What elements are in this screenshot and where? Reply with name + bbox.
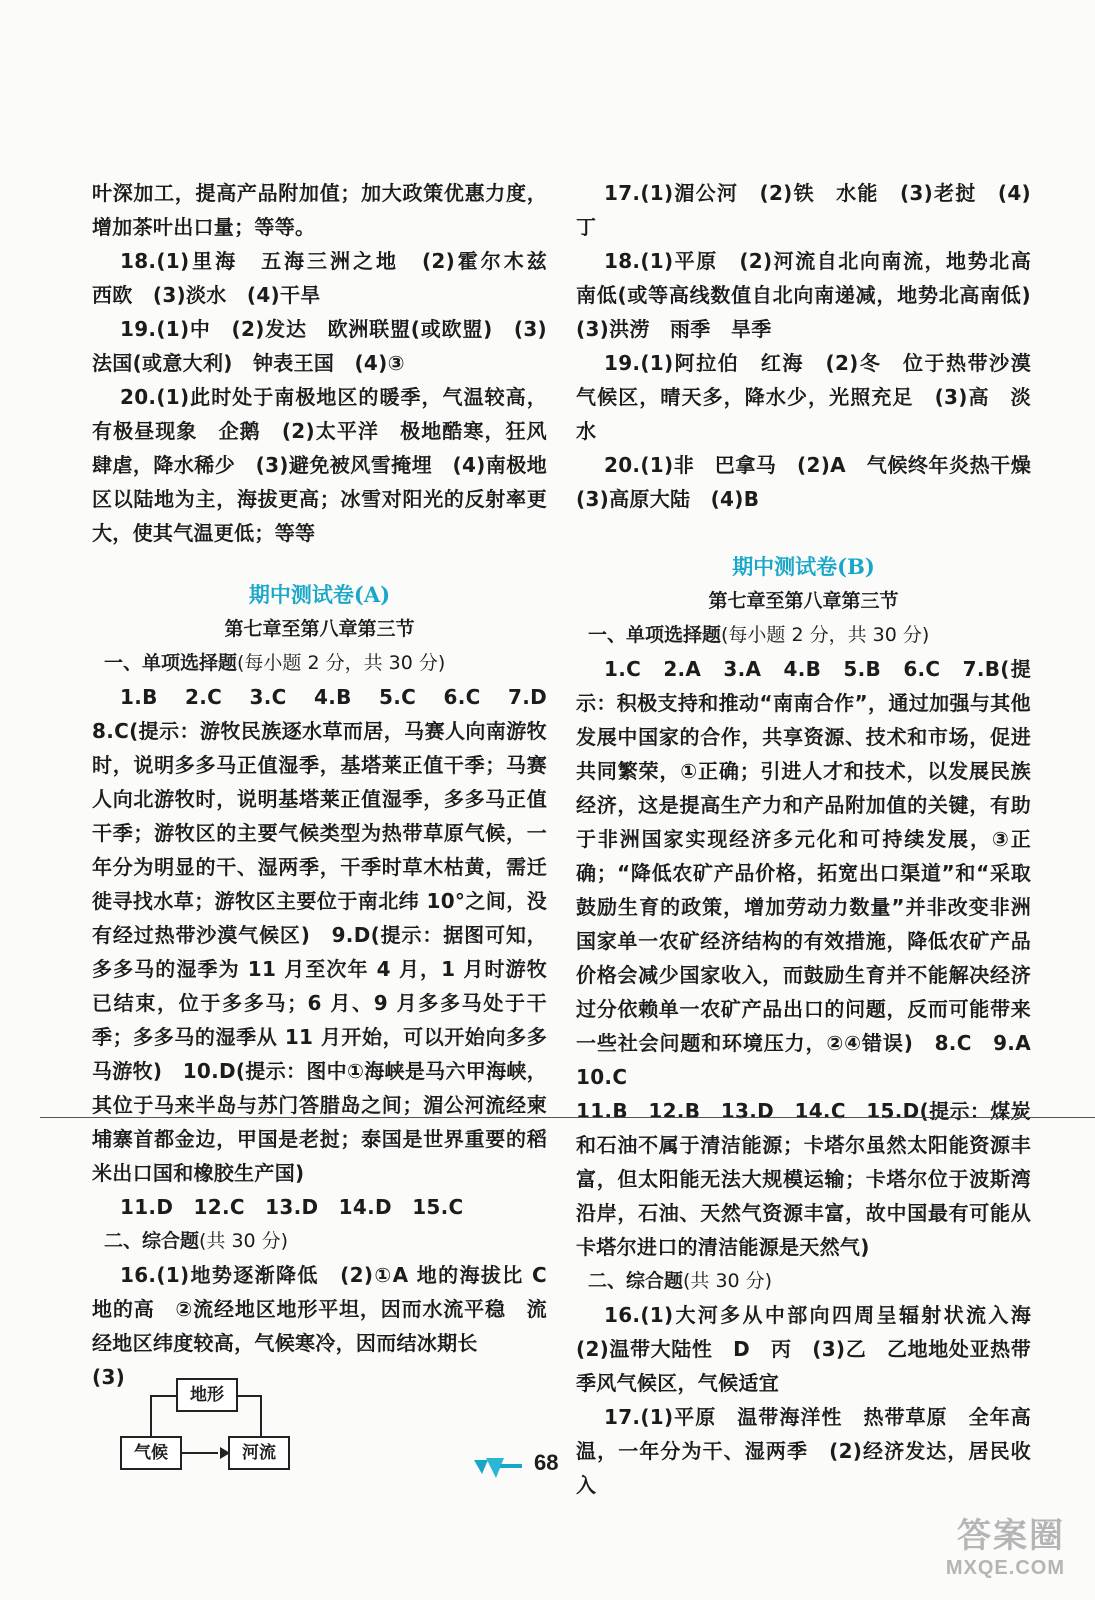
part2-note: (共 30 分) xyxy=(683,1270,773,1292)
watermark xyxy=(895,1508,1065,1580)
diagram-arrow-line xyxy=(182,1452,218,1454)
answer-q20: 20.(1)此时处于南极地区的暖季，气温较高，有极昼现象 企鹅 (2)太平洋 极地酷寒，狂风肆虐，降水稀少 (3)避免被风雪掩埋 (4)南极地区以陆地为主，海拔更高；冰雪对阳光的反射率更大，使其气温更低；等等 xyxy=(92,385,547,545)
diagram-box-climate: 气候 xyxy=(120,1436,182,1470)
part1-label: 一、单项选择题 xyxy=(104,652,238,674)
answer-q19: 19.(1)中 (2)发达 欧洲联盟(或欧盟) (3)法国(或意大利) 钟表王国 (4)③ xyxy=(92,317,547,375)
diagram-arrowhead xyxy=(220,1447,230,1459)
part1-label: 一、单项选择题 xyxy=(588,624,722,646)
test-a-answers1: 1.B 2.C 3.C 4.B 5.C 6.C 7.D 8.C(提示：游牧民族逐水草而居，马赛人向南游牧时，说明多多马正值湿季，基塔莱正值干季；马赛人向北游牧时，说明基塔莱正值湿季，多多马正值干季；游牧区的主要气候类型为热带草原气候，一年分为明显的干、湿两季，干季时草木枯黄，需迁徙寻找水草；游牧区主要位于南北纬 10°之间，没有经过热带沙漠气候区) 9.D(提示：据图可知，多多马的湿季为 11 月至次年 4 月，1 月时游牧已结束，位于多多马；6 月、9 月多多马处于干季；多多马的湿季从 11 月开始，可以开始向多多马游牧) 10.D(提示：图中①海峡是马六甲海峡，其位于马来半岛与苏门答腊岛之间；湄公河流经柬埔寨首都金边，甲国是老挝；泰国是世界重要的稻米出口国和橡胶生产国) xyxy=(92,685,568,1185)
answer-q19: 19.(1)阿拉伯 红海 (2)冬 位于热带沙漠气候区，晴天多，降水少，光照充足 (3)高 淡水 xyxy=(576,351,1031,443)
diagram-line-left xyxy=(150,1395,152,1437)
part1-note: (每小题 2 分，共 30 分) xyxy=(237,652,446,674)
page-footer xyxy=(470,1446,670,1486)
test-b-answers1: 1.C 2.A 3.A 4.B 5.B 6.C 7.B(提示：积极支持和推动“南南合作”，通过加强与其他发展中国家的合作，共享资源、技术和市场，促进共同繁荣，①正确；引进人才和技术，以发展民族经济，这是提高生产力和产品附加值的关键，有助于非洲国家实现经济多元化和可持续发展，③正确；“降低农矿产品价格，拓宽出口渠道”和“采取鼓励生育的政策，增加劳动力数量”并非改变非洲国家单一农矿经济结构的有效措施，降低农矿产品价格会减少国家收入，而鼓励生育并不能解决经济过分依赖单一农矿产品出口的问题，反而可能带来一些社会问题和环境压力，②④错误) 8.C 9.A 10.C xyxy=(576,657,1052,1089)
diagram-box-river: 河流 xyxy=(228,1436,290,1470)
diagram-line-top-left xyxy=(150,1395,178,1397)
scan-divider-line xyxy=(40,1117,1095,1118)
answer-paragraph: 叶深加工，提高产品附加值；加大政策优惠力度，增加茶叶出口量；等等。 xyxy=(92,181,547,239)
test-b-answers2: 11.B 12.B 13.D 14.C 15.D(提示：煤炭和石油不属于清洁能源；卡塔尔虽然太阳能资源丰富，但太阳能无法大规模运输；卡塔尔位于波斯湾沿岸，石油、天然气资源丰富，故中国最有可能从卡塔尔进口的清洁能源是天然气) xyxy=(576,1099,1031,1259)
answer-q20: 20.(1)非 巴拿马 (2)A 气候终年炎热干燥 (3)高原大陆 (4)B xyxy=(576,453,1052,511)
part2-label: 二、综合题 xyxy=(588,1270,684,1292)
test-b-part1-heading xyxy=(576,618,1031,652)
diagram-line-top-right xyxy=(238,1395,260,1397)
test-a-title: 期中测试卷(A) xyxy=(248,582,391,607)
answer-q16: 16.(1)地势逐渐降低 (2)①A 地的海拔比 C 地的高 ②流经地区地形平坦，因而水流平稳 流经地区纬度较高，气候寒冷，因而结冰期长 xyxy=(92,1263,547,1355)
answer-q18: 18.(1)里海 五海三洲之地 (2)霍尔木兹 西欧 (3)淡水 (4)干旱 xyxy=(92,249,568,307)
diagram-box-terrain: 地形 xyxy=(176,1378,238,1412)
page-number: 68 xyxy=(534,1450,559,1475)
watermark-url: MXQE.COM xyxy=(945,1557,1065,1579)
answer-q18: 18.(1)平原 (2)河流自北向南流，地势北高南低(或等高线数值自北向南递减，地势北高南低) (3)洪涝 雨季 旱季 xyxy=(576,249,1052,341)
answer-q16: 16.(1)大河多从中部向四周呈辐射状流入海 (2)温带大陆性 D 丙 (3)乙 乙地地处亚热带季风气候区，气候适宜 xyxy=(576,1303,1052,1395)
watermark-logo: 答案圈 xyxy=(957,1517,1065,1555)
test-a-answers2: 11.D 12.C 13.D 14.D 15.C xyxy=(120,1195,464,1219)
part1-note: (每小题 2 分，共 30 分) xyxy=(721,624,930,646)
test-a-part1-heading xyxy=(92,646,547,680)
answer-q17: 17.(1)湄公河 (2)铁 水能 (3)老挝 (4)丁 xyxy=(576,181,1031,239)
test-b-title: 期中测试卷(B) xyxy=(732,554,875,579)
left-column xyxy=(92,176,568,1486)
test-a-part2-heading xyxy=(92,1224,547,1258)
answer-q17: 17.(1)平原 温带海洋性 热带草原 全年高温，一年分为干、湿两季 (2)经济发达，居民收入 xyxy=(576,1405,1031,1497)
right-column xyxy=(576,176,1052,1502)
test-b-part2-heading xyxy=(576,1264,1031,1298)
test-b-subtitle: 第七章至第八章第三节 xyxy=(708,590,899,612)
page-logo-icon xyxy=(470,1452,524,1482)
diagram-line-right xyxy=(260,1395,262,1437)
part2-label: 二、综合题 xyxy=(104,1230,200,1252)
answer-q16-3: (3) xyxy=(92,1365,126,1389)
part2-note: (共 30 分) xyxy=(199,1230,289,1252)
test-a-subtitle: 第七章至第八章第三节 xyxy=(224,618,415,640)
